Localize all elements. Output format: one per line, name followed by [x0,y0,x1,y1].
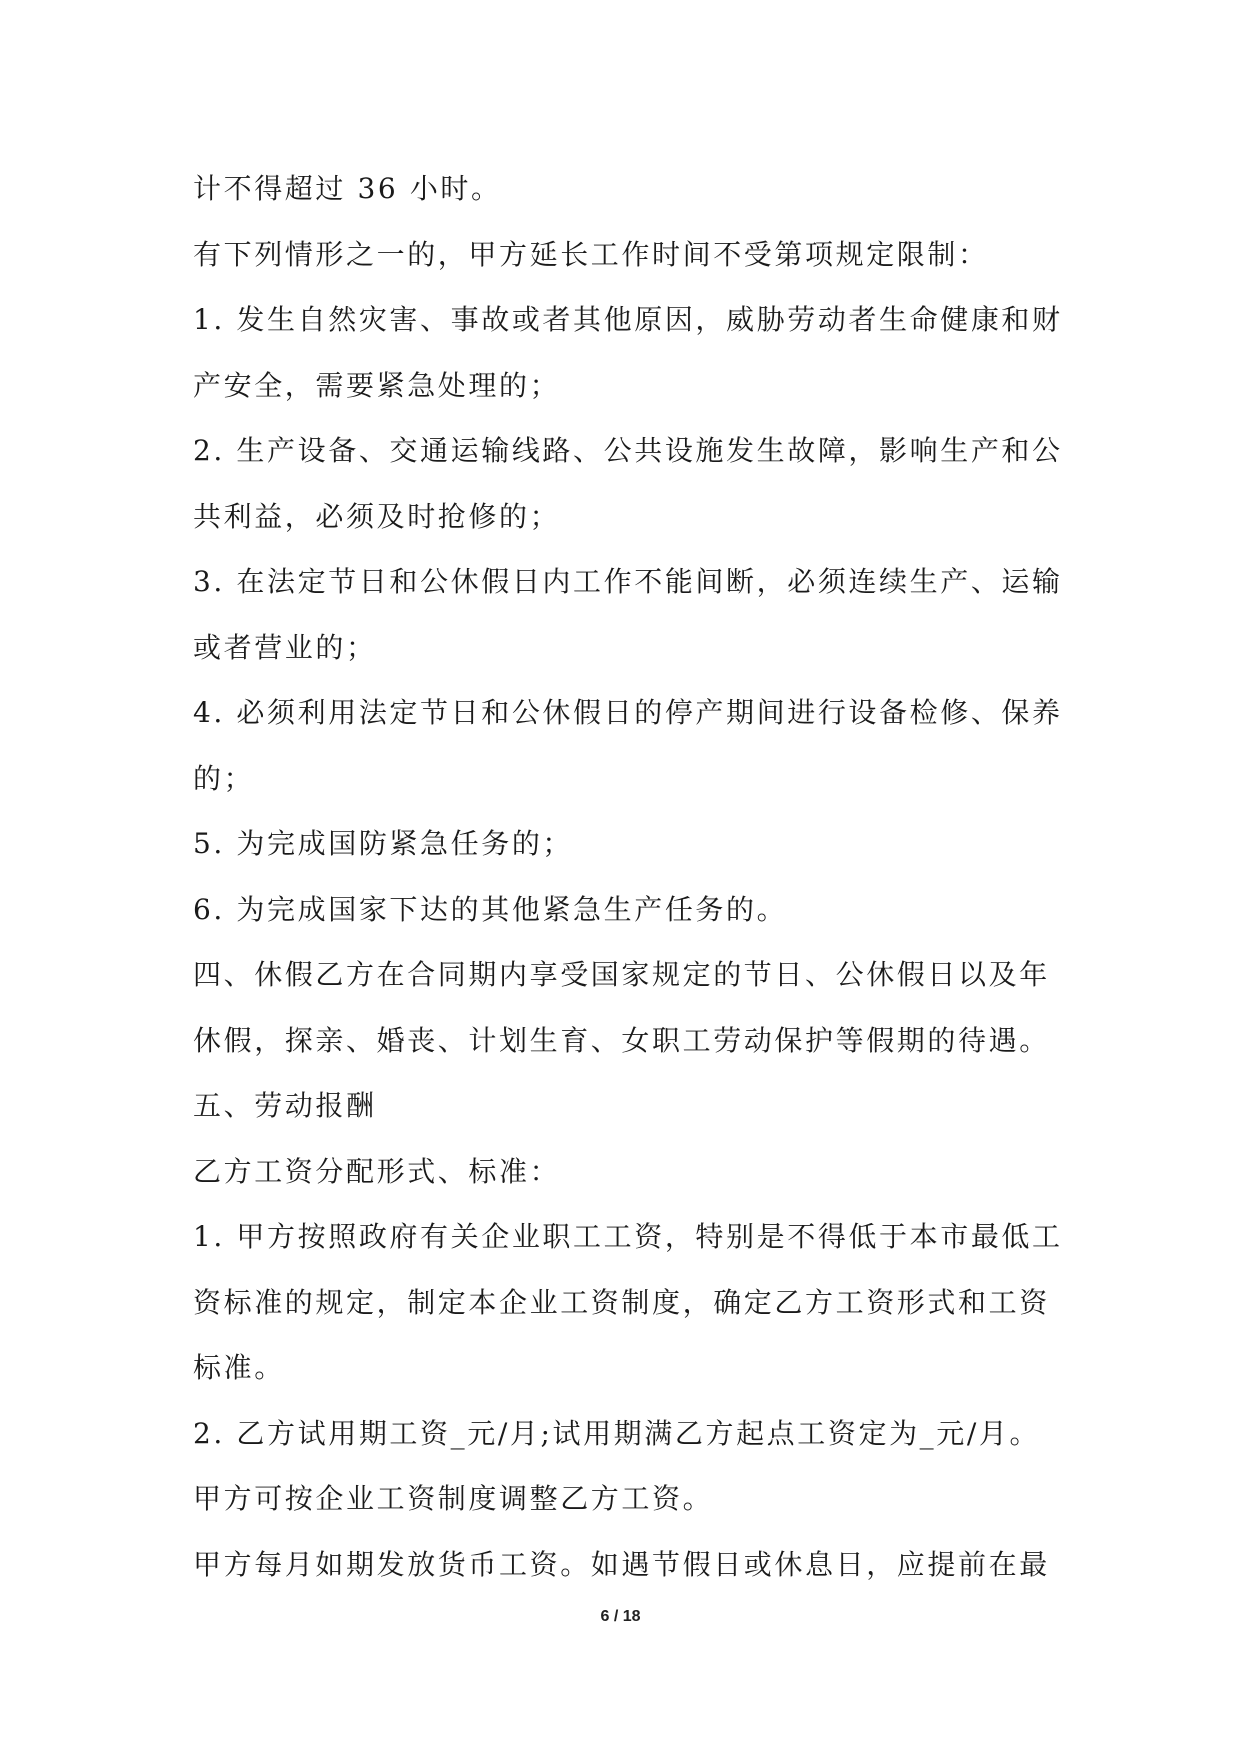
text-line-6: 共利益，必须及时抢修的； [193,499,561,533]
text-line-15: 五、劳动报酬 [193,1089,377,1122]
text-line-10: 的； [193,761,255,795]
document-body [193,156,1073,1597]
text-line-22: 甲方每月如期发放货币工资。如遇节假日或休息日，应提前在最 [193,1547,1050,1581]
text-line-1: 计不得超过 36 小时。 [193,172,502,205]
page-number: 6 / 18 [600,1608,641,1625]
text-line-18: 资标准的规定，制定本企业工资制度，确定乙方工资形式和工资 [193,1285,1050,1319]
text-line-3: 1. 发生自然灾害、事故或者其他原因，威胁劳动者生命健康和财 [193,303,1063,336]
text-line-8: 或者营业的； [193,630,377,664]
text-line-11: 5. 为完成国防紧急任务的； [193,827,574,860]
text-line-21: 甲方可按企业工资制度调整乙方工资。 [193,1482,714,1515]
text-line-19: 标准。 [193,1351,285,1384]
text-line-17: 1. 甲方按照政府有关企业职工工资，特别是不得低于本市最低工 [193,1220,1063,1253]
text-line-7: 3. 在法定节日和公休假日内工作不能间断，必须连续生产、运输 [193,565,1063,598]
text-line-16: 乙方工资分配形式、标准： [193,1154,561,1188]
text-line-14: 休假，探亲、婚丧、计划生育、女职工劳动保护等假期的待遇。 [193,1023,1050,1057]
text-line-20: 2. 乙方试用期工资_元/月;试用期满乙方起点工资定为_元/月。 [193,1416,1041,1450]
text-line-9: 4. 必须利用法定节日和公休假日的停产期间进行设备检修、保养 [193,696,1063,729]
text-line-5: 2. 生产设备、交通运输线路、公共设施发生故障，影响生产和公 [193,434,1063,467]
text-line-13: 四、休假乙方在合同期内享受国家规定的节日、公休假日以及年 [193,958,1050,991]
text-line-12: 6. 为完成国家下达的其他紧急生产任务的。 [193,892,788,926]
text-line-2: 有下列情形之一的，甲方延长工作时间不受第项规定限制： [193,237,989,271]
text-line-4: 产安全，需要紧急处理的； [193,368,561,402]
